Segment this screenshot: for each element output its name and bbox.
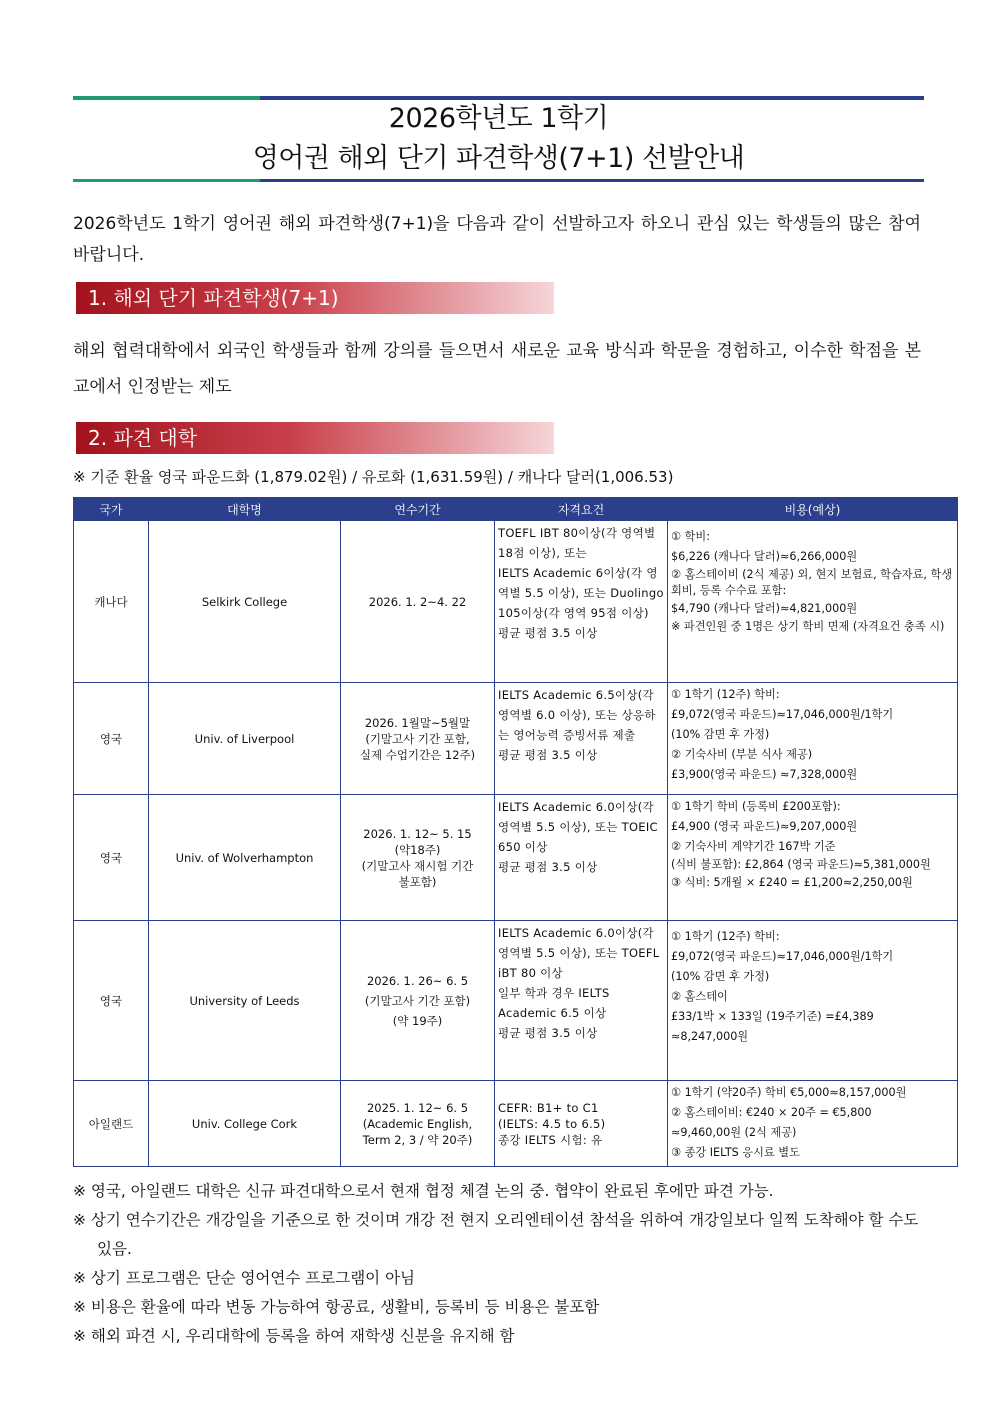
cost-line: ① 1학기 (12주) 학비: bbox=[671, 930, 780, 943]
condition-line: 평균 평점 3.5 이상 bbox=[498, 748, 598, 762]
exchange-rate-note: ※ 기준 환율 영국 파운드화 (1,879.02원) / 유로화 (1,631.59원) / 캐나다 달러(1,006.53) bbox=[73, 468, 674, 486]
title-line-2: 영어권 해외 단기 파견학생(7+1) 선발안내 bbox=[252, 143, 745, 174]
period-line: (약 19주) bbox=[392, 1013, 443, 1028]
cost-line: (10% 감면 후 가정) bbox=[671, 970, 770, 983]
table-row bbox=[74, 521, 958, 683]
cost-line: $4,790 (캐나다 달러)≈4,821,000원 bbox=[671, 602, 858, 615]
country-cell: 영국 bbox=[74, 795, 149, 921]
period-line: (기말고사 재시험 기간 bbox=[361, 858, 474, 873]
table-row bbox=[74, 921, 958, 1081]
note-item: ※ 상기 프로그램은 단순 영어연수 프로그램이 아님 bbox=[73, 1269, 416, 1287]
cost-line: ② 홈스테이 bbox=[671, 990, 728, 1003]
condition-line: 평균 평점 3.5 이상 bbox=[498, 860, 598, 874]
note-item: ※ 상기 연수기간은 개강일을 기준으로 한 것이며 개강 전 현지 오리엔테이션 참석을 위하여 개강일보다 일찍 도착해야 할 수도 있음. bbox=[73, 1211, 919, 1258]
condition-line: IELTS Academic 6.0이상(각 영역별 5.5 이상), 또는 TOEFL iBT 80 이상 bbox=[498, 926, 660, 980]
university-cell: University of Leeds bbox=[149, 921, 341, 1081]
period-line: Term 2, 3 / 약 20주) bbox=[362, 1132, 473, 1147]
cost-line: ≈8,247,000원 bbox=[671, 1030, 749, 1043]
note-item: ※ 영국, 아일랜드 대학은 신규 파견대학으로서 현재 협정 체결 논의 중. 협약이 완료된 후에만 파견 가능. bbox=[73, 1182, 774, 1200]
header-period: 연수기간 bbox=[341, 498, 495, 521]
country-cell: 영국 bbox=[74, 921, 149, 1081]
period-line: (기말고사 기간 포함) bbox=[364, 993, 471, 1008]
period-line: (약18주) bbox=[394, 842, 441, 857]
period-cell bbox=[341, 921, 495, 1081]
notes-list bbox=[73, 1177, 933, 1351]
cost-line: ③ 종강 IELTS 응시료 별도 bbox=[671, 1146, 800, 1159]
cost-line: £9,072(영국 파운드)≈17,046,000원/1학기 bbox=[671, 708, 894, 721]
condition-line: IELTS Academic 6.5이상(각 영역별 6.0 이상), 또는 상응하는 영어능력 증빙서류 제출 bbox=[498, 688, 656, 742]
header-university: 대학명 bbox=[149, 498, 341, 521]
table-header-row bbox=[74, 498, 958, 521]
country-cell: 캐나다 bbox=[74, 521, 149, 683]
period-cell bbox=[341, 683, 495, 795]
period-line: 2025. 1. 12~ 6. 5 bbox=[366, 1100, 469, 1115]
period-line: 2026. 1. 12~ 5. 15 bbox=[363, 826, 472, 841]
period-cell bbox=[341, 795, 495, 921]
period-cell bbox=[341, 1081, 495, 1167]
condition-line: IELTS Academic 6이상(각 영역별 5.5 이상), 또는 Duolingo 105이상(각 영역 95점 이상) bbox=[498, 566, 664, 620]
costs-cell bbox=[668, 921, 958, 1081]
conditions-cell bbox=[495, 1081, 668, 1167]
cost-line: ① 1학기 (약20주) 학비 €5,000≈8,157,000원 bbox=[671, 1086, 907, 1099]
cost-line: ① 1학기 (12주) 학비: bbox=[671, 688, 780, 701]
intro-paragraph: 2026학년도 1학기 영어권 해외 파견학생(7+1)을 다음과 같이 선발하고자 하오니 관심 있는 학생들의 많은 참여 바랍니다. bbox=[73, 214, 921, 265]
period-line: (Academic English, bbox=[362, 1116, 473, 1131]
period-line: 2026. 1. 2~4. 22 bbox=[368, 594, 467, 609]
title-line-1: 2026학년도 1학기 bbox=[388, 103, 609, 134]
cost-line: ※ 파견인원 중 1명은 상기 학비 면제 (자격요건 충족 시) bbox=[671, 620, 945, 633]
header-country: 국가 bbox=[74, 498, 149, 521]
cost-line: ② 홈스테이비: €240 × 20주 = €5,800 bbox=[671, 1106, 872, 1119]
note-item: ※ 비용은 환율에 따라 변동 가능하여 항공료, 생활비, 등록비 등 비용은 불포함 bbox=[73, 1298, 600, 1316]
cost-line: £9,072(영국 파운드)≈17,046,000원/1학기 bbox=[671, 950, 894, 963]
condition-line: 평균 평점 3.5 이상 bbox=[498, 1026, 598, 1040]
period-line: 불포함) bbox=[398, 874, 437, 889]
cost-line: ② 홈스테이비 (2식 제공) 외, 현지 보험료, 학습자료, 학생회비, 등록 수수료 포함: bbox=[671, 568, 953, 597]
cost-line: ① 1학기 학비 (등록비 £200포함): bbox=[671, 800, 841, 813]
cost-line: ② 기숙사비 (부분 식사 제공) bbox=[671, 748, 813, 761]
condition-line: 종강 IELTS 시험: 유 bbox=[498, 1132, 603, 1147]
cost-line: (10% 감면 후 가정) bbox=[671, 728, 770, 741]
condition-line: 평균 평점 3.5 이상 bbox=[498, 626, 598, 640]
condition-line: CEFR: B1+ to C1 bbox=[498, 1100, 599, 1115]
costs-cell bbox=[668, 683, 958, 795]
section-1-heading: 1. 해외 단기 파견학생(7+1) bbox=[76, 282, 554, 314]
university-table bbox=[73, 497, 958, 1167]
university-cell: Univ. of Liverpool bbox=[149, 683, 341, 795]
condition-line: TOEFL IBT 80이상(각 영역별 18점 이상), 또는 bbox=[498, 526, 656, 560]
cost-line: (식비 불포함): £2,864 (영국 파운드)≈5,381,000원 bbox=[671, 858, 931, 871]
cost-line: ≈9,460,00원 (2식 제공) bbox=[671, 1126, 797, 1139]
section-2-heading: 2. 파견 대학 bbox=[76, 422, 554, 454]
costs-cell bbox=[668, 795, 958, 921]
condition-line: 일부 학과 경우 IELTS Academic 6.5 이상 bbox=[498, 986, 610, 1020]
period-line: (기말고사 기간 포함, bbox=[365, 731, 470, 746]
conditions-cell bbox=[495, 921, 668, 1081]
cost-line: ③ 식비: 5개월 × £240 = £1,200≈2,250,00원 bbox=[671, 876, 913, 889]
costs-cell bbox=[668, 1081, 958, 1167]
university-cell: Selkirk College bbox=[149, 521, 341, 683]
conditions-cell bbox=[495, 795, 668, 921]
cost-line: £3,900(영국 파운드) ≈7,328,000원 bbox=[671, 768, 858, 781]
university-cell: Univ. of Wolverhampton bbox=[149, 795, 341, 921]
conditions-cell bbox=[495, 683, 668, 795]
period-cell bbox=[341, 521, 495, 683]
section-1-body: 해외 협력대학에서 외국인 학생들과 함께 강의를 들으면서 새로운 교육 방식과 학문을 경험하고, 이수한 학점을 본교에서 인정받는 제도 bbox=[73, 341, 921, 397]
costs-cell bbox=[668, 521, 958, 683]
table-row bbox=[74, 683, 958, 795]
conditions-cell bbox=[495, 521, 668, 683]
university-cell: Univ. College Cork bbox=[149, 1081, 341, 1167]
cost-line: £33/1박 × 133일 (19주기준) =£4,389 bbox=[671, 1010, 874, 1023]
note-item: ※ 해외 파견 시, 우리대학에 등록을 하여 재학생 신분을 유지해 함 bbox=[73, 1327, 515, 1345]
bottom-rule bbox=[73, 179, 924, 182]
cost-line: £4,900 (영국 파운드)≈9,207,000원 bbox=[671, 820, 858, 833]
cost-line: ① 학비: bbox=[671, 530, 710, 543]
header-costs: 비용(예상) bbox=[668, 498, 958, 521]
period-line: 2026. 1월말~5월말 bbox=[364, 715, 471, 730]
condition-line: (IELTS: 4.5 to 6.5) bbox=[498, 1116, 606, 1131]
table-row bbox=[74, 795, 958, 921]
cost-line: ② 기숙사비 계약기간 167박 기준 bbox=[671, 840, 836, 853]
period-line: 실제 수업기간은 12주) bbox=[359, 747, 476, 762]
cost-line: $6,226 (캐나다 달러)≈6,266,000원 bbox=[671, 550, 858, 563]
country-cell: 영국 bbox=[74, 683, 149, 795]
header-conditions: 자격요건 bbox=[495, 498, 668, 521]
period-line: 2026. 1. 26~ 6. 5 bbox=[366, 973, 469, 988]
page-title bbox=[73, 99, 924, 179]
table-row bbox=[74, 1081, 958, 1167]
condition-line: IELTS Academic 6.0이상(각 영역별 5.5 이상), 또는 TOEIC 650 이상 bbox=[498, 800, 658, 854]
country-cell: 아일랜드 bbox=[74, 1081, 149, 1167]
